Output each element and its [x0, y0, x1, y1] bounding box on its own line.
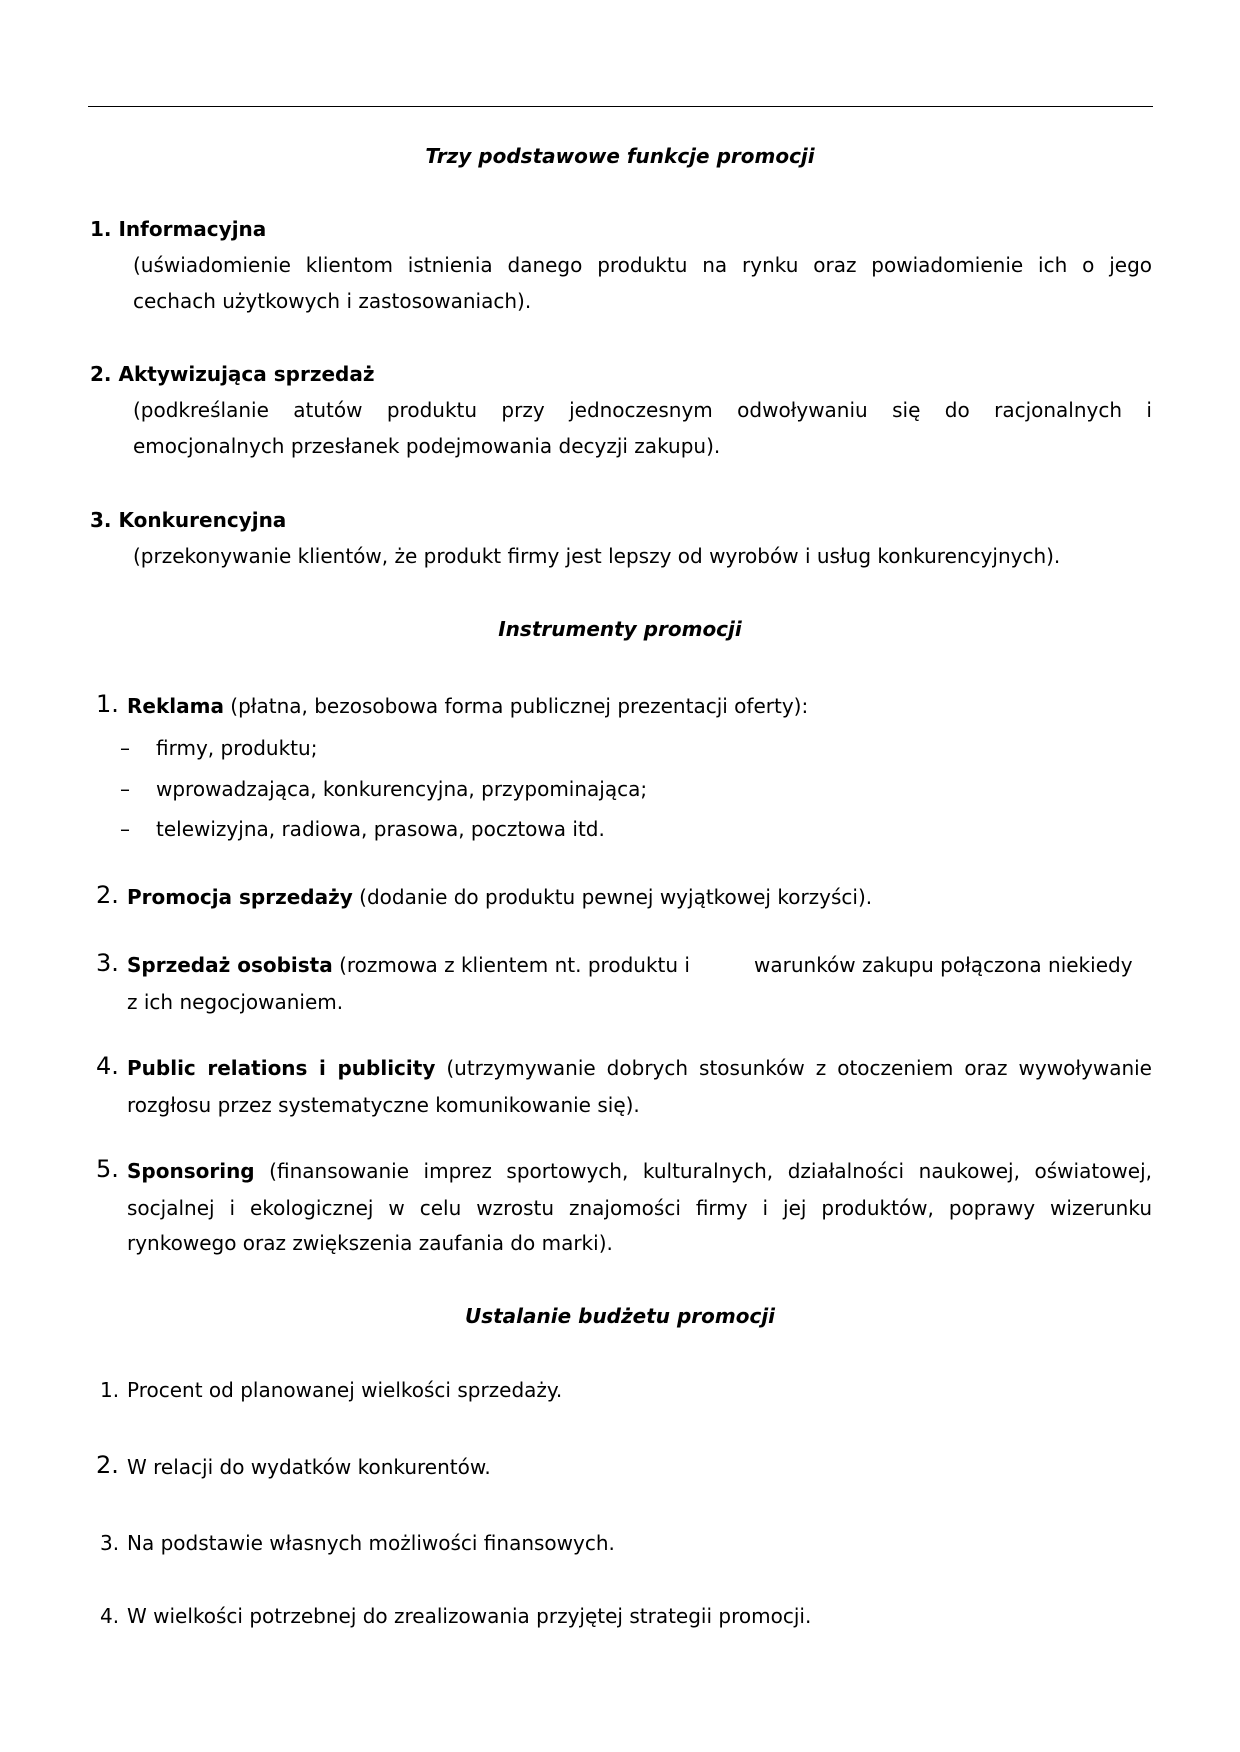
budget-number-3: 3.: [100, 1531, 120, 1555]
instrument-4-line2: rozgłosu przez systematyczne komunikowanie się).: [127, 1093, 640, 1117]
budget-number-2: 2.: [96, 1451, 119, 1479]
function-desc-2-line1: (podkreślanie atutów produktu przy jednoczesnym odwoływaniu się do racjonalnych i: [133, 398, 1152, 422]
instrument-number-2: 2.: [96, 881, 119, 909]
budget-number-4: 4.: [100, 1604, 120, 1628]
instrument-4-line1: Public relations i publicity (utrzymywanie dobrych stosunków z otoczeniem oraz wywoływanie: [127, 1056, 1152, 1080]
function-heading-1: 1. Informacyjna: [90, 217, 267, 241]
instrument-3-line1: Sprzedaż osobista (rozmowa z klientem nt. produktu i: [127, 953, 690, 977]
function-heading-3: 3. Konkurencyjna: [90, 508, 287, 532]
budget-item-3: Na podstawie własnych możliwości finansowych.: [127, 1531, 615, 1555]
bullet-dash: –: [120, 736, 130, 760]
top-rule: [88, 106, 1153, 107]
function-desc-2-line2: emocjonalnych przesłanek podejmowania decyzji zakupu).: [133, 434, 721, 458]
instrument-3-line2: z ich negocjowaniem.: [127, 990, 344, 1014]
instrument-3-line1-end: warunków zakupu połączona niekiedy: [754, 953, 1133, 977]
instrument-1-text: Reklama (płatna, bezosobowa forma publicznej prezentacji oferty):: [127, 694, 809, 718]
instrument-number-3: 3.: [96, 949, 119, 977]
section-title-instruments: Instrumenty promocji: [498, 617, 742, 641]
instrument-2-text: Promocja sprzedaży (dodanie do produktu pewnej wyjątkowej korzyści).: [127, 885, 873, 909]
bullet-dash: –: [120, 817, 130, 841]
budget-item-4: W wielkości potrzebnej do zrealizowania przyjętej strategii promocji.: [127, 1604, 812, 1628]
section-title-budget: Ustalanie budżetu promocji: [464, 1304, 776, 1328]
section-title-functions: Trzy podstawowe funkcje promocji: [425, 144, 815, 168]
instrument-number-1: 1.: [96, 690, 119, 718]
instrument-5-line2: socjalnej i ekologicznej w celu wzrostu znajomości firmy i jej produktów, poprawy wizerunku: [127, 1196, 1152, 1220]
budget-item-1: Procent od planowanej wielkości sprzedaży.: [127, 1378, 563, 1402]
instrument-5-line3: rynkowego oraz zwiększenia zaufania do marki).: [127, 1231, 613, 1255]
function-desc-1-line2: cechach użytkowych i zastosowaniach).: [133, 289, 532, 313]
budget-number-1: 1.: [100, 1378, 120, 1402]
bullet-item-3: telewizyjna, radiowa, prasowa, pocztowa itd.: [156, 817, 605, 841]
instrument-5-line1: Sponsoring (finansowanie imprez sportowych, kulturalnych, działalności naukowej, oświatowej,: [127, 1159, 1152, 1183]
budget-item-2: W relacji do wydatków konkurentów.: [127, 1455, 491, 1479]
function-desc-1-line1: (uświadomienie klientom istnienia danego produktu na rynku oraz powiadomienie ich o jego: [133, 253, 1152, 277]
instrument-number-5: 5.: [96, 1155, 119, 1183]
bullet-item-2: wprowadzająca, konkurencyjna, przypominająca;: [156, 777, 648, 801]
function-heading-2: 2. Aktywizująca sprzedaż: [90, 362, 375, 386]
bullet-item-1: firmy, produktu;: [156, 736, 318, 760]
bullet-dash: –: [120, 777, 130, 801]
instrument-number-4: 4.: [96, 1052, 119, 1080]
function-desc-3-line1: (przekonywanie klientów, że produkt firmy jest lepszy od wyrobów i usług konkurencyjnych).: [133, 544, 1061, 568]
